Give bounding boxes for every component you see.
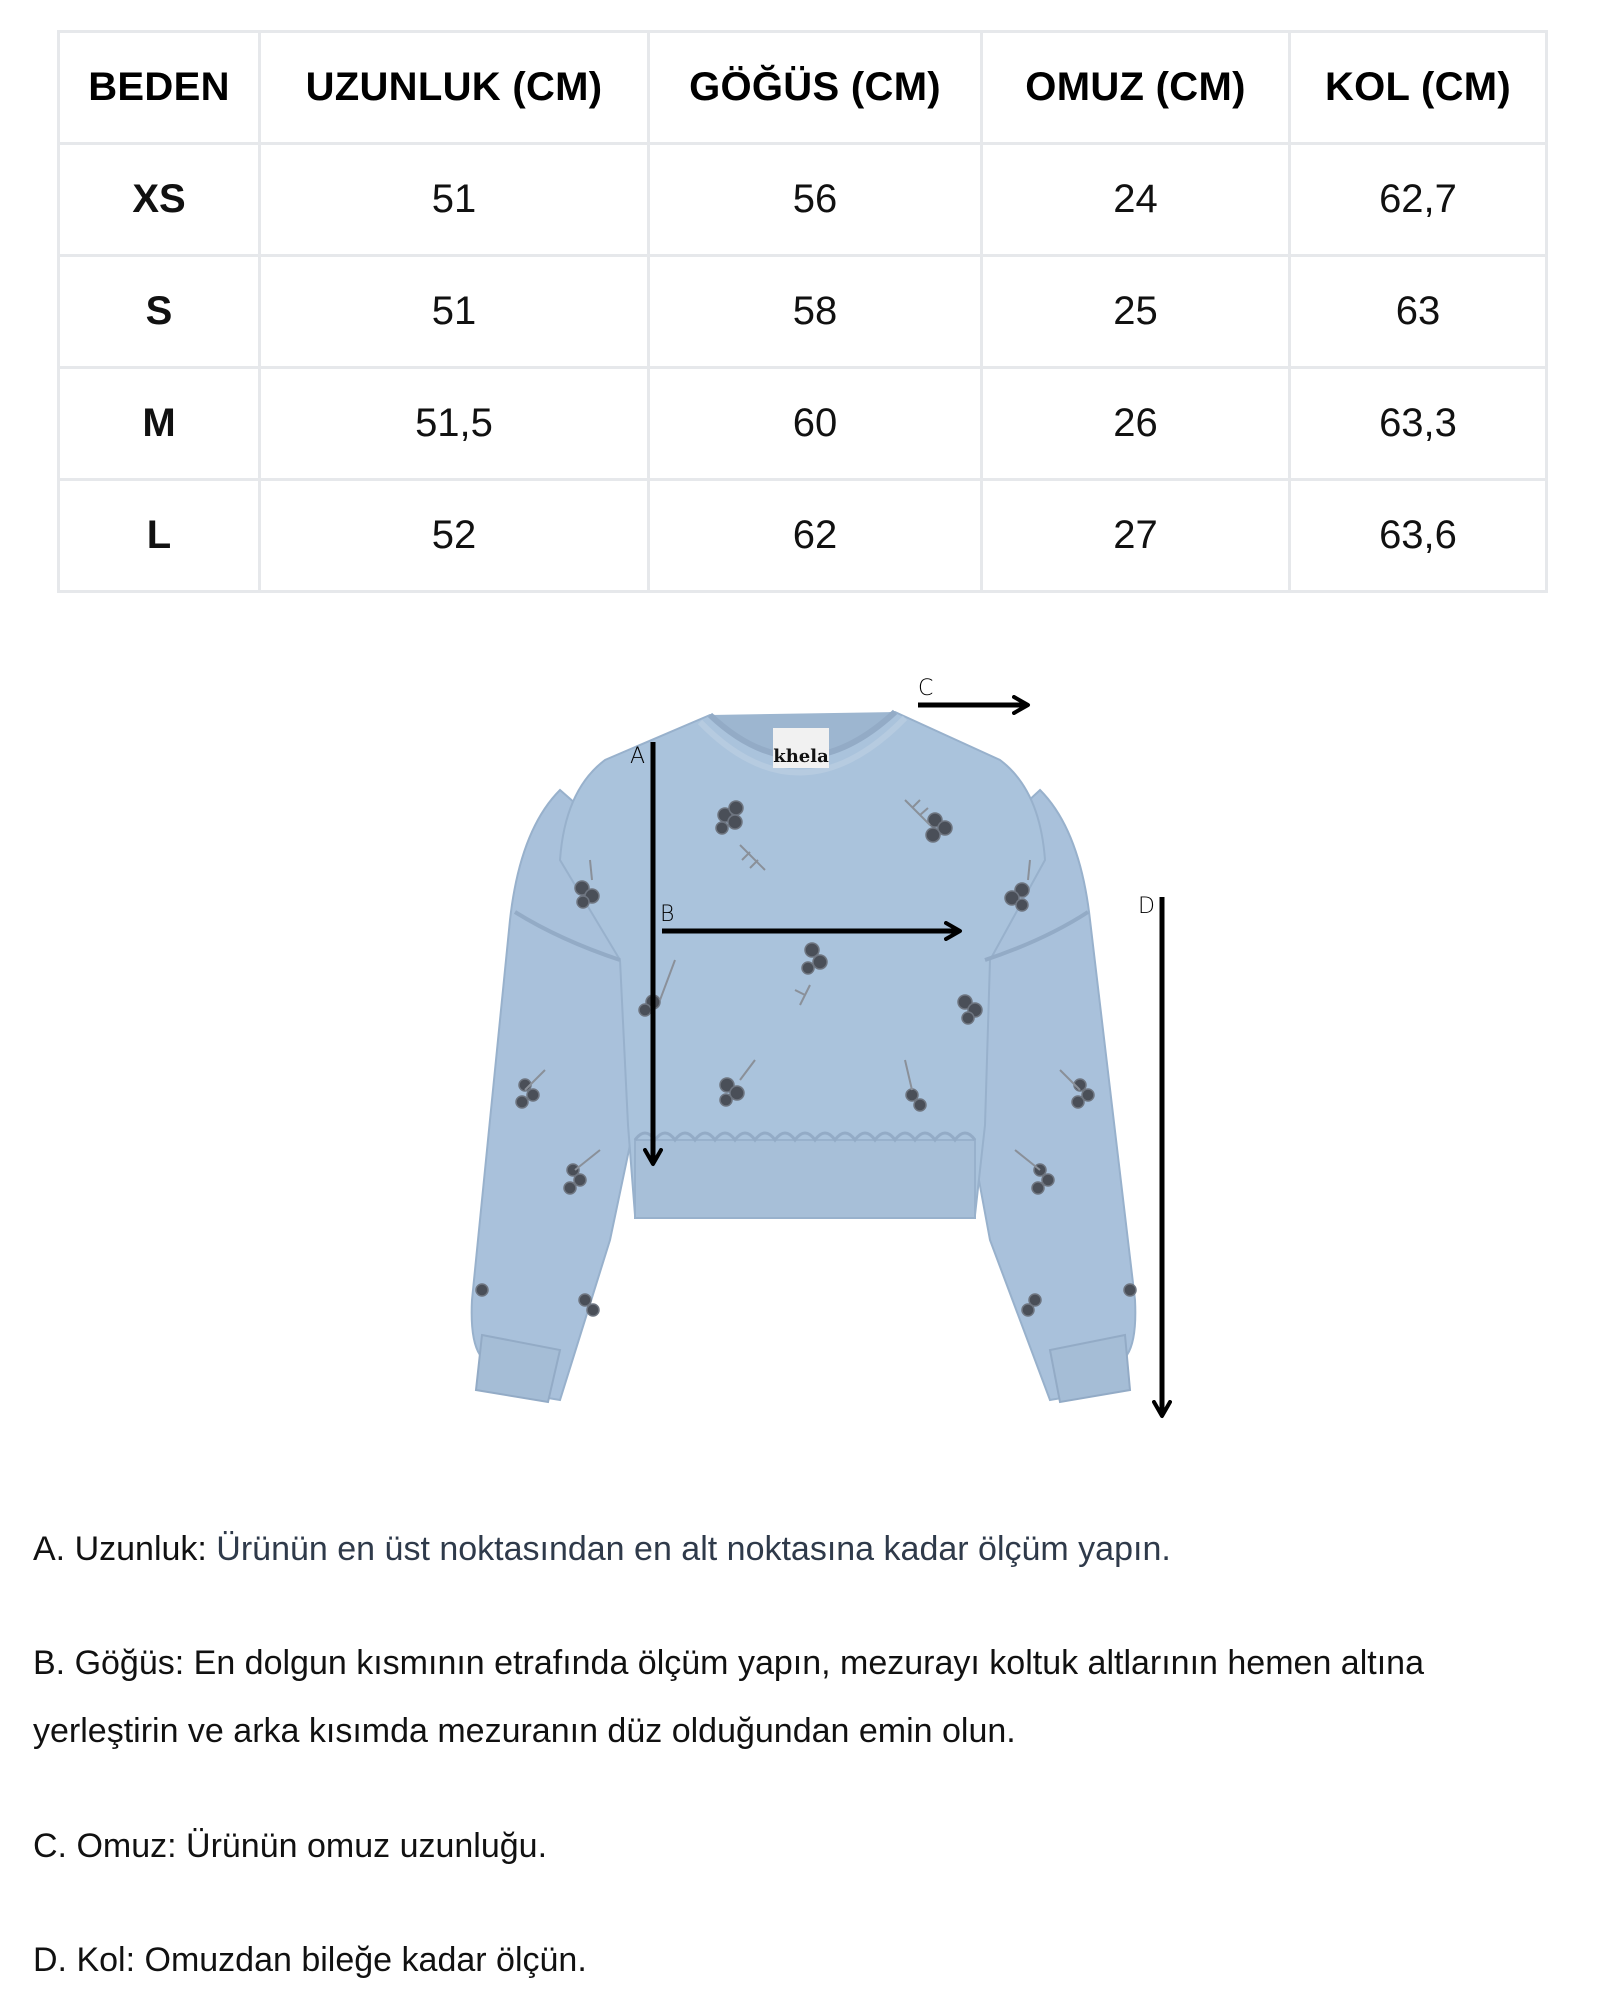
- header-beden: BEDEN: [59, 32, 260, 144]
- kol-cell: 62,7: [1290, 144, 1547, 256]
- instruction-sleeve-key: D. Kol:: [33, 1941, 136, 1979]
- table-row: [59, 256, 1547, 368]
- omuz-cell: 26: [982, 368, 1290, 480]
- size-cell: XS: [59, 144, 260, 256]
- gogus-cell: 60: [649, 368, 982, 480]
- instruction-sleeve: [33, 1926, 587, 1994]
- marker-c-label: C: [918, 676, 934, 701]
- instruction-sleeve-text: Omuzdan bileğe kadar ölçün.: [135, 1941, 587, 1979]
- table-header-row: [59, 32, 1547, 144]
- header-gogus: GÖĞÜS (CM): [649, 32, 982, 144]
- instruction-length-key: A. Uzunluk:: [33, 1530, 207, 1568]
- instruction-shoulder-key: C. Omuz:: [33, 1827, 177, 1865]
- omuz-cell: 24: [982, 144, 1290, 256]
- table-row: [59, 144, 1547, 256]
- size-chart-table: [57, 30, 1548, 593]
- marker-b-label: B: [660, 902, 675, 927]
- size-cell: M: [59, 368, 260, 480]
- instruction-chest-text: En dolgun kısmının etrafında ölçüm yapın, mezurayı koltuk altlarının hemen altına yerleştirin ve arka kısımda mezuranın düz olduğundan emin olun.: [33, 1644, 1424, 1750]
- instruction-shoulder: [33, 1812, 547, 1880]
- instruction-chest-key: B. Göğüs:: [33, 1644, 185, 1682]
- instruction-length: [33, 1515, 1171, 1583]
- header-omuz: OMUZ (CM): [982, 32, 1290, 144]
- uzunluk-cell: 51: [260, 144, 649, 256]
- kol-cell: 63,6: [1290, 480, 1547, 592]
- kol-cell: 63: [1290, 256, 1547, 368]
- marker-a-label: A: [630, 744, 646, 769]
- uzunluk-cell: 51: [260, 256, 649, 368]
- sweater-image: [0, 640, 1600, 1440]
- brand-label: khela: [773, 746, 829, 767]
- header-kol: KOL (CM): [1290, 32, 1547, 144]
- gogus-cell: 58: [649, 256, 982, 368]
- uzunluk-cell: 51,5: [260, 368, 649, 480]
- gogus-cell: 62: [649, 480, 982, 592]
- uzunluk-cell: 52: [260, 480, 649, 592]
- size-cell: L: [59, 480, 260, 592]
- omuz-cell: 27: [982, 480, 1290, 592]
- omuz-cell: 25: [982, 256, 1290, 368]
- instruction-chest: [33, 1629, 1573, 1765]
- size-cell: S: [59, 256, 260, 368]
- instruction-shoulder-text: Ürünün omuz uzunluğu.: [176, 1827, 548, 1865]
- instruction-length-text: Ürünün en üst noktasından en alt noktasına kadar ölçüm yapın.: [206, 1530, 1171, 1568]
- kol-cell: 63,3: [1290, 368, 1547, 480]
- header-uzunluk: UZUNLUK (CM): [260, 32, 649, 144]
- table-row: [59, 368, 1547, 480]
- marker-d-label: D: [1138, 894, 1155, 919]
- sweater-measurement-illustration: [0, 640, 1600, 1440]
- table-row: [59, 480, 1547, 592]
- gogus-cell: 56: [649, 144, 982, 256]
